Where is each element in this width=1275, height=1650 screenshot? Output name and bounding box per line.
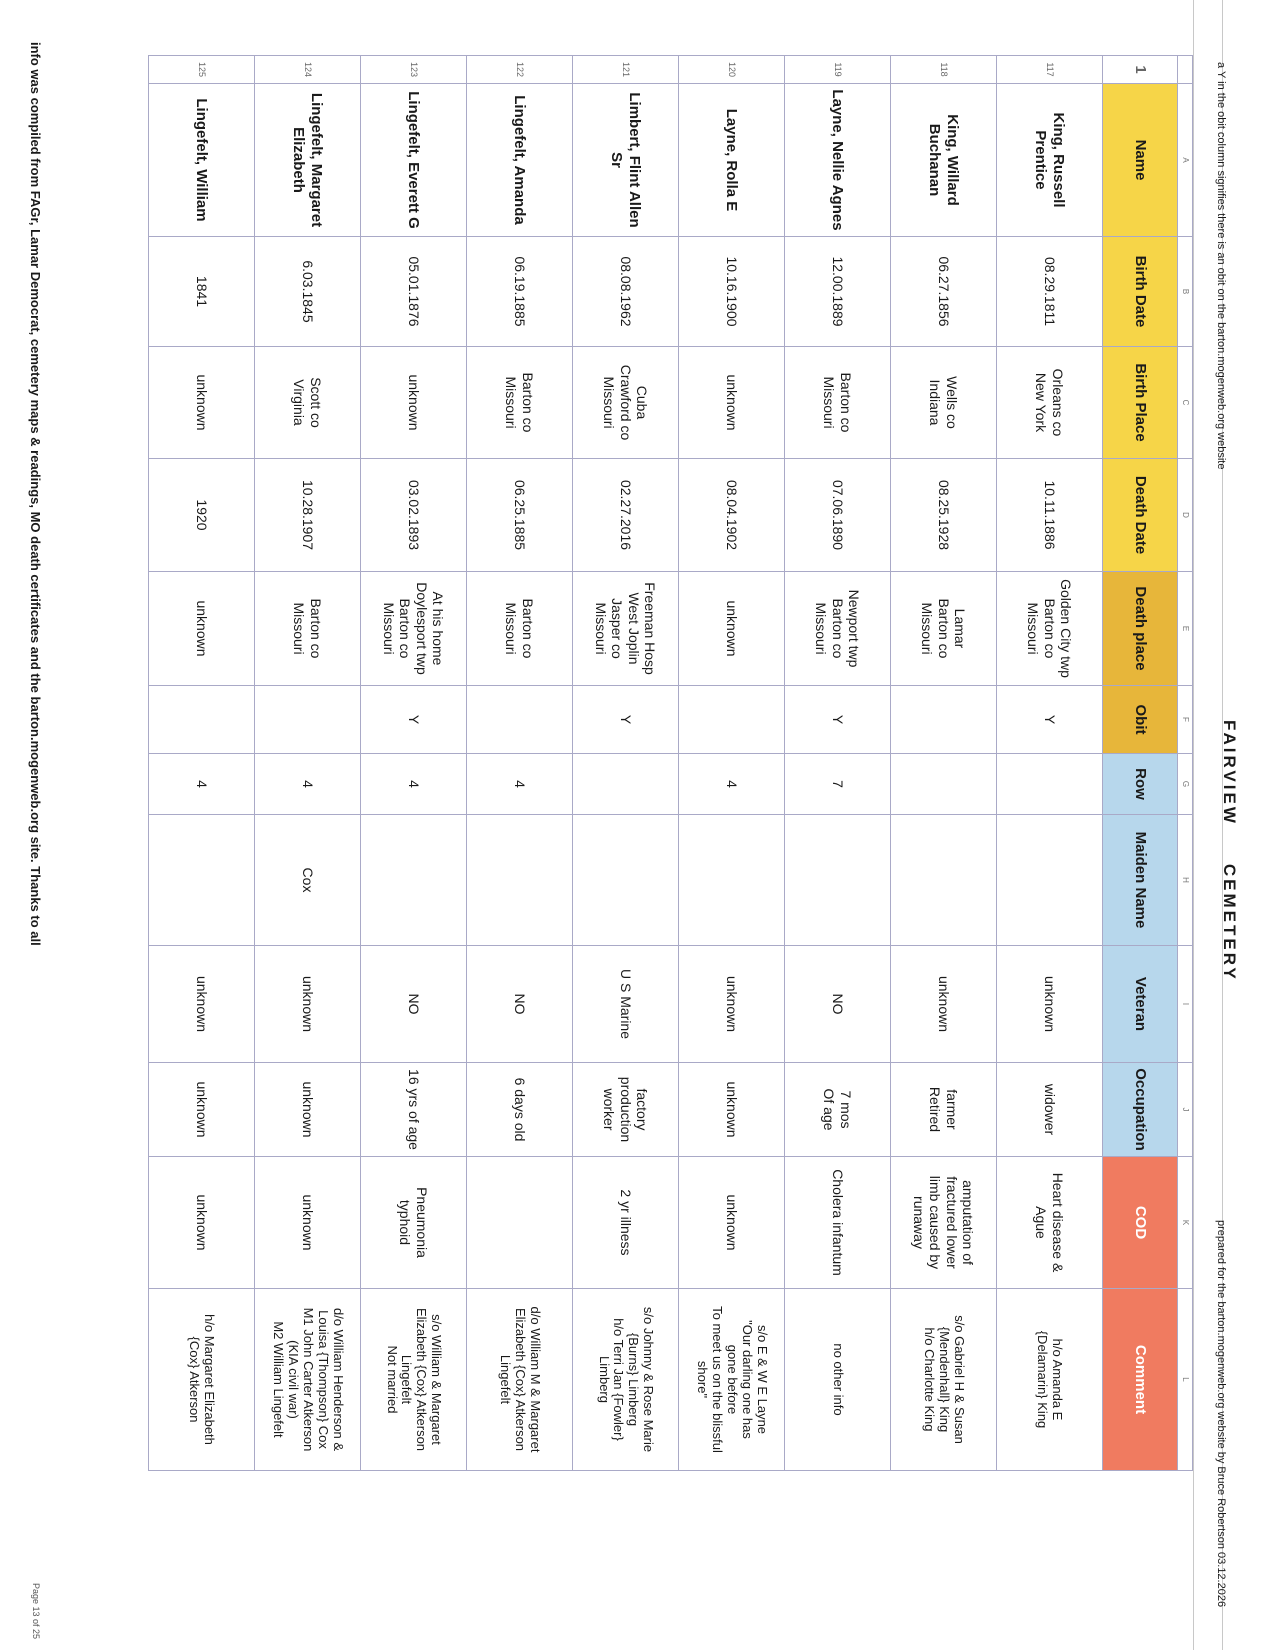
column-letter: H [1178,815,1193,946]
veteran-cell: unknown [997,946,1103,1063]
column-letter: J [1178,1063,1193,1157]
burial-row-cell: 4 [679,754,785,815]
maiden-name-cell [785,815,891,946]
table-row [573,56,679,1471]
obit-cell: Y [785,686,891,754]
comment-cell: s/o Johnny & Rose Marie {Burns} Limberg h/o Terri Jan {Fowler} Limberg [573,1289,679,1471]
veteran-cell: unknown [149,946,255,1063]
column-header: Birth Place [1103,347,1178,459]
maiden-name-cell [361,815,467,946]
name-cell: Lingefelt, Margaret Elizabeth [255,84,361,237]
birth-date-cell: 1841 [149,237,255,347]
cod-cell: Heart disease & Ague [997,1157,1103,1289]
table-row [361,56,467,1471]
veteran-cell: NO [467,946,573,1063]
burial-row-cell: 4 [361,754,467,815]
birth-date-cell: 05.01.1876 [361,237,467,347]
table-row [255,56,361,1471]
birth-place-cell: Wells co Indiana [891,347,997,459]
comment-cell: no other info [785,1289,891,1471]
name-cell: Lingefelt, Amanda [467,84,573,237]
birth-date-cell: 10.16.1900 [679,237,785,347]
column-letter: D [1178,459,1193,572]
comment-cell: d/o William Henderson & Louisa {Thompson} Cox M1 John Carter Atkerson (KIA civil war) M2 William Lingefelt [255,1289,361,1471]
occupation-cell: unknown [679,1063,785,1157]
row-number: 119 [785,56,891,84]
title-cemetery: CEMETERY [1220,863,1239,982]
column-header: Obit [1103,686,1178,754]
name-cell: King, Willard Buchanan [891,84,997,237]
row-number: 124 [255,56,361,84]
birth-date-cell: 06.19.1885 [467,237,573,347]
maiden-name-cell [149,815,255,946]
column-header: Maiden Name [1103,815,1178,946]
death-place-cell: Freeman Hosp West Joplin Jasper co Missouri [573,572,679,686]
death-date-cell: 1920 [149,459,255,572]
cod-cell: unknown [255,1157,361,1289]
veteran-cell: U S Marine [573,946,679,1063]
table-row [997,56,1103,1471]
table-row [467,56,573,1471]
burial-row-cell: 4 [149,754,255,815]
veteran-cell: unknown [891,946,997,1063]
column-header: Comment [1103,1289,1178,1471]
death-date-cell: 10.11.1886 [997,459,1103,572]
death-place-cell: Newport twp Barton co Missouri [785,572,891,686]
name-cell: Layne, Rolla E [679,84,785,237]
obit-cell: Y [573,686,679,754]
occupation-cell: unknown [149,1063,255,1157]
occupation-cell: 16 yrs of age [361,1063,467,1157]
birth-date-cell: 08.08.1962 [573,237,679,347]
sources-note: info was compiled from FAGr, Lamar Democrat, cemetery maps & readings, MO death certificates and the barton.mogenweb.org site. Thanks to all [28,42,43,946]
birth-place-cell: Orleans co New York [997,347,1103,459]
occupation-cell: 6 days old [467,1063,573,1157]
row-number: 122 [467,56,573,84]
page-title [1219,720,1239,982]
maiden-name-cell [467,815,573,946]
column-letter: G [1178,754,1193,815]
obit-cell [467,686,573,754]
row-number: 123 [361,56,467,84]
burial-row-cell [997,754,1103,815]
comment-cell: d/o William M & Margaret Elizabeth {Cox} Atkerson Lingefelt [467,1289,573,1471]
row-number: 121 [573,56,679,84]
death-date-cell: 02.27.2016 [573,459,679,572]
death-date-cell: 03.02.1893 [361,459,467,572]
death-place-cell: At his home Doylesport twp Barton co Missouri [361,572,467,686]
obit-note: a Y in the obit column signifies there is an obit on the barton.mogenweb.org website [1215,62,1227,470]
burial-row-cell: 7 [785,754,891,815]
death-date-cell: 06.25.1885 [467,459,573,572]
maiden-name-cell: Cox [255,815,361,946]
row-number: 117 [997,56,1103,84]
cod-cell [467,1157,573,1289]
veteran-cell: unknown [255,946,361,1063]
column-letter: L [1178,1289,1193,1471]
comment-cell: h/o Margaret Elizabeth {Cox} Atkerson [149,1289,255,1471]
comment-cell: s/o Gabriel H & Susan {Mendenhall} King h/o Charlotte King [891,1289,997,1471]
column-header: Birth Date [1103,237,1178,347]
birth-date-cell: 06.27.1856 [891,237,997,347]
column-header: Name [1103,84,1178,237]
row-number: 125 [149,56,255,84]
column-letter: F [1178,686,1193,754]
burial-row-cell [891,754,997,815]
death-date-cell: 07.06.1890 [785,459,891,572]
cod-cell: unknown [679,1157,785,1289]
obit-cell: Y [997,686,1103,754]
column-letter: K [1178,1157,1193,1289]
birth-place-cell: Scott co Virginia [255,347,361,459]
death-date-cell: 08.04.1902 [679,459,785,572]
table-row [679,56,785,1471]
column-letter: A [1178,84,1193,237]
occupation-cell: widower [997,1063,1103,1157]
burial-row-cell [573,754,679,815]
death-date-cell: 10.28.1907 [255,459,361,572]
header-row [1103,56,1178,1471]
column-header: COD [1103,1157,1178,1289]
obit-cell [149,686,255,754]
table-row [149,56,255,1471]
death-place-cell: unknown [149,572,255,686]
column-letter: B [1178,237,1193,347]
death-place-cell: Barton co Missouri [255,572,361,686]
cod-cell: Pneumonia typhoid [361,1157,467,1289]
birth-place-cell: Barton co Missouri [785,347,891,459]
name-cell: Limbert, Flint Allen Sr [573,84,679,237]
page-number: Page 13 of 25 [31,1583,41,1640]
burial-table [148,55,1193,1471]
column-header: Death place [1103,572,1178,686]
column-letter-row [1178,56,1193,1471]
maiden-name-cell [891,815,997,946]
death-place-cell: unknown [679,572,785,686]
birth-place-cell: unknown [149,347,255,459]
obit-cell: Y [361,686,467,754]
comment-cell: h/o Amanda E {Delamarin} King [997,1289,1103,1471]
occupation-cell: farmer Retired [891,1063,997,1157]
title-fairview: FAIRVIEW [1220,720,1239,826]
column-header: Veteran [1103,946,1178,1063]
birth-place-cell: unknown [679,347,785,459]
obit-cell [891,686,997,754]
occupation-cell: 7 mos Of age [785,1063,891,1157]
cod-cell: unknown [149,1157,255,1289]
death-place-cell: Golden City twp Barton co Missouri [997,572,1103,686]
column-letter: E [1178,572,1193,686]
veteran-cell: NO [785,946,891,1063]
occupation-cell: unknown [255,1063,361,1157]
maiden-name-cell [679,815,785,946]
birth-date-cell: 08.29.1811 [997,237,1103,347]
birth-place-cell: unknown [361,347,467,459]
column-letter: C [1178,347,1193,459]
cod-cell: 2 yr illness [573,1157,679,1289]
table-row [785,56,891,1471]
obit-cell [679,686,785,754]
burial-row-cell: 4 [467,754,573,815]
cod-cell: amputation of fractured lower limb caused by runaway [891,1157,997,1289]
row-number: 120 [679,56,785,84]
veteran-cell: unknown [679,946,785,1063]
maiden-name-cell [997,815,1103,946]
death-place-cell: Lamar Barton co Missouri [891,572,997,686]
table-row [891,56,997,1471]
veteran-cell: NO [361,946,467,1063]
name-cell: Lingefelt, William [149,84,255,237]
name-cell: Lingefelt, Everett G [361,84,467,237]
burial-row-cell: 4 [255,754,361,815]
row-number: 118 [891,56,997,84]
obit-cell [255,686,361,754]
death-place-cell: Barton co Missouri [467,572,573,686]
prepared-by-note: prepared for the barton.mogenweb.org website by Bruce Robertson 03.12.2026 [1215,1220,1227,1608]
column-letter [1178,56,1193,84]
birth-date-cell: 6.03.1845 [255,237,361,347]
maiden-name-cell [573,815,679,946]
name-cell: King, Russell Prentice [997,84,1103,237]
header-row-number: 1 [1103,56,1178,84]
birth-place-cell: Barton co Missouri [467,347,573,459]
birth-date-cell: 12.00.1889 [785,237,891,347]
column-header: Occupation [1103,1063,1178,1157]
birth-place-cell: Cuba Crawford co Missouri [573,347,679,459]
column-header: Death Date [1103,459,1178,572]
comment-cell: s/o William & Margaret Elizabeth {Cox} Atkerson Lingefelt Not married [361,1289,467,1471]
comment-cell: s/o E & W E Layne "Our darling one has gone before To meet us on the blissful shore" [679,1289,785,1471]
column-header: Row [1103,754,1178,815]
occupation-cell: factory production worker [573,1063,679,1157]
name-cell: Layne, Nellie Agnes [785,84,891,237]
cod-cell: Cholera infantum [785,1157,891,1289]
column-letter: I [1178,946,1193,1063]
death-date-cell: 08.25.1928 [891,459,997,572]
